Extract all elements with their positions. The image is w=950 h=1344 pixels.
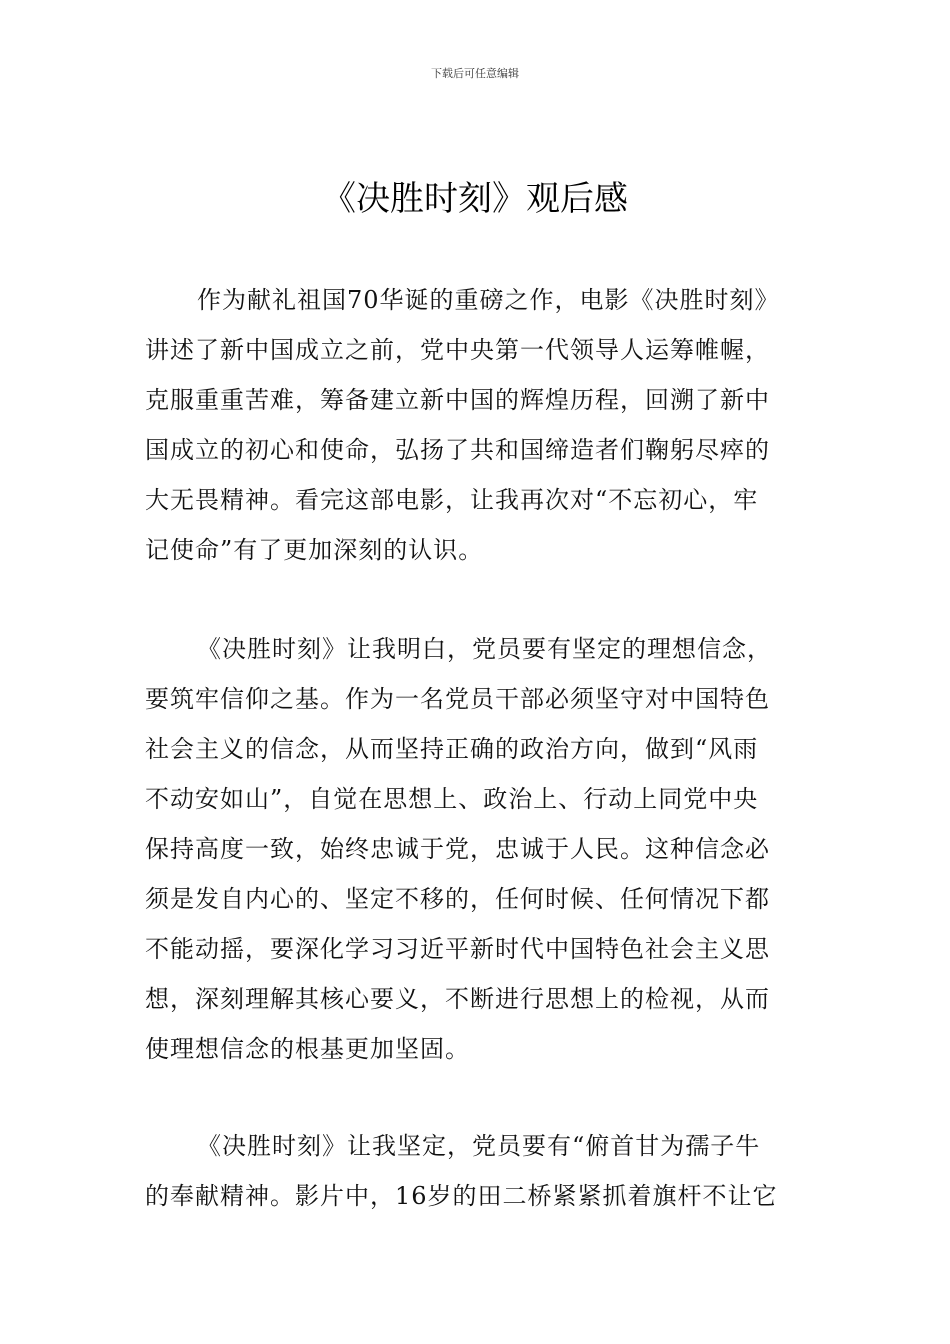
- paragraph-line: 《决胜时刻》让我明白，党员要有坚定的理想信念，: [197, 635, 772, 663]
- paragraph-line: 讲述了新中国成立之前，党中央第一代领导人运筹帷幄，: [145, 336, 770, 364]
- paragraph-line: 作为献礼祖国70华诞的重磅之作，电影《决胜时刻》: [197, 286, 780, 314]
- paragraph-line: 不能动摇，要深化学习习近平新时代中国特色社会主义思: [145, 935, 770, 963]
- paragraph-line: 记使命”有了更加深刻的认识。: [145, 536, 484, 564]
- paragraph-line: 《决胜时刻》让我坚定，党员要有“俯首甘为孺子牛: [197, 1132, 761, 1160]
- paragraph-3: [145, 1121, 809, 1221]
- paragraph-line: 大无畏精神。看完这部电影，让我再次对“不忘初心，牢: [145, 486, 759, 514]
- paragraph-line: 不动安如山”，自觉在思想上、政治上、行动上同党中央: [145, 785, 759, 813]
- paragraph-line: 的奉献精神。影片中，16岁的田二桥紧紧抓着旗杆不让它: [145, 1182, 778, 1210]
- paragraph-line: 克服重重苦难，筹备建立新中国的辉煌历程，回溯了新中: [145, 386, 770, 414]
- document-title: 《决胜时刻》观后感: [322, 179, 628, 219]
- paragraph-line: 要筑牢信仰之基。作为一名党员干部必须坚守对中国特色: [145, 685, 770, 713]
- paragraph-line: 想，深刻理解其核心要义，不断进行思想上的检视，从而: [145, 985, 770, 1013]
- paragraph-line: 使理想信念的根基更加坚固。: [145, 1035, 470, 1063]
- header-note: 下载后可任意编辑: [431, 67, 519, 80]
- paragraph-line: 须是发自内心的、坚定不移的，任何时候、任何情况下都: [145, 885, 770, 913]
- paragraph-1: [145, 275, 809, 575]
- paragraph-line: 社会主义的信念，从而坚持正确的政治方向，做到“风雨: [145, 735, 759, 763]
- paragraph-2: [145, 624, 809, 1074]
- paragraph-line: 国成立的初心和使命，弘扬了共和国缔造者们鞠躬尽瘁的: [145, 436, 770, 464]
- paragraph-line: 保持高度一致，始终忠诚于党，忠诚于人民。这种信念必: [145, 835, 770, 863]
